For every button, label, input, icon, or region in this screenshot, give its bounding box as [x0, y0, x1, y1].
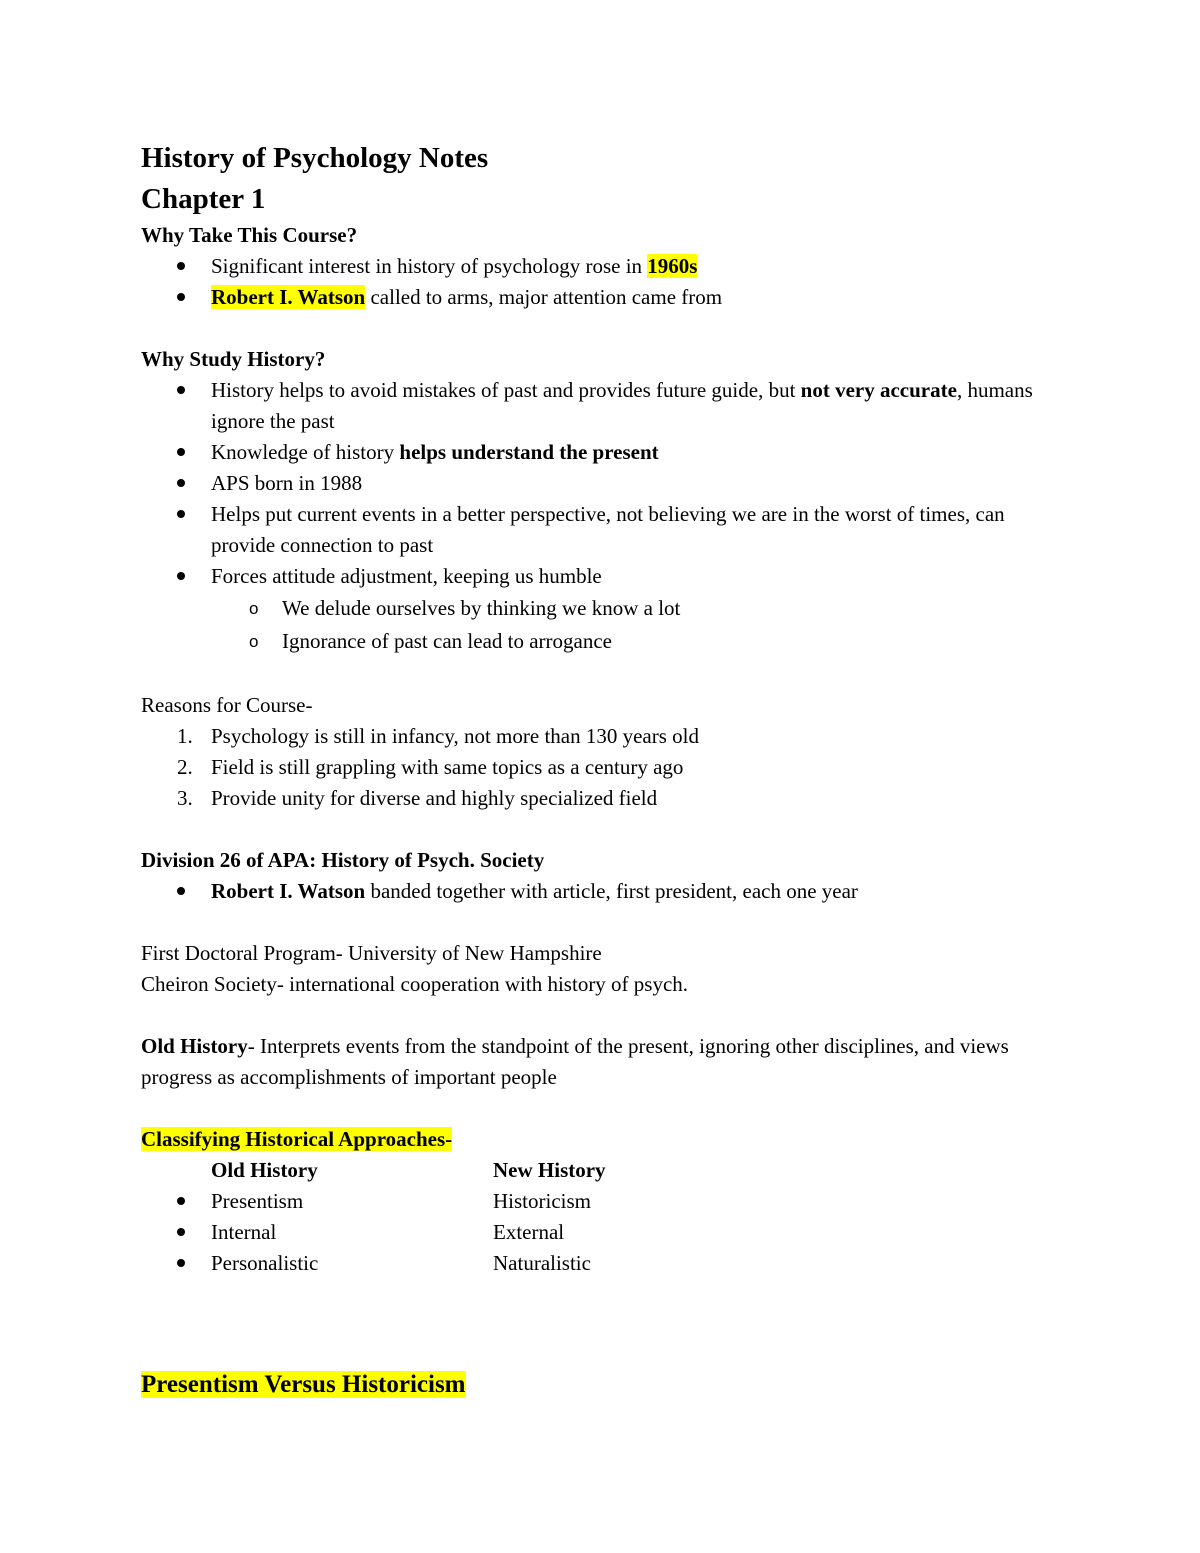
table-row — [141, 1248, 1061, 1279]
bullet-icon — [177, 1197, 185, 1205]
numbered-item — [141, 783, 1061, 814]
list-item-text: called to arms, major attention came from — [365, 285, 723, 309]
list-item — [141, 499, 1061, 561]
bullet-icon — [177, 510, 185, 518]
section-heading-classifying — [141, 1124, 1061, 1155]
new-history-cell: Historicism — [493, 1189, 591, 1213]
classifying-header-row — [141, 1155, 1061, 1186]
numbered-item — [141, 752, 1061, 783]
highlighted-text: Classifying Historical Approaches- — [141, 1127, 453, 1151]
bullet-icon — [177, 448, 185, 456]
bold-text: not very accurate — [800, 378, 957, 402]
bold-text: helps understand the present — [399, 440, 659, 464]
list-item-text: Forces attitude adjustment, keeping us humble — [211, 564, 602, 588]
bullet-icon — [177, 887, 185, 895]
section-heading-division: Division 26 of APA: History of Psych. Society — [141, 848, 545, 872]
why-study-list — [141, 375, 1061, 657]
list-item-text: Ignorance of past can lead to arrogance — [282, 629, 612, 653]
sub-list-item — [141, 626, 1061, 657]
division-list — [141, 876, 1061, 907]
highlighted-text: 1960s — [647, 254, 698, 278]
list-item-text: Provide unity for diverse and highly specialized field — [211, 786, 658, 810]
table-row — [141, 1186, 1061, 1217]
list-item-text: Field is still grappling with same topics as a century ago — [211, 755, 684, 779]
list-item-text: banded together with article, first president, each one year — [365, 879, 858, 903]
doctoral-program-line: First Doctoral Program- University of New Hampshire — [141, 941, 602, 965]
list-item — [141, 375, 1061, 437]
new-history-cell: External — [493, 1220, 565, 1244]
column-header-new: New History — [493, 1158, 606, 1182]
document-page — [141, 138, 1061, 1403]
list-item-text: Psychology is still in infancy, not more than 130 years old — [211, 724, 699, 748]
item-number: 3. — [177, 786, 193, 810]
old-history-paragraph — [141, 1031, 1061, 1093]
section-heading-reasons: Reasons for Course- — [141, 693, 313, 717]
list-item-text: Helps put current events in a better perspective, not believing we are in the worst of times, can provide connection to past — [211, 502, 1005, 557]
reasons-list — [141, 721, 1061, 814]
list-item-text: Significant interest in history of psychology rose in — [211, 254, 648, 278]
circle-bullet-icon: o — [249, 632, 259, 651]
bold-text: Old History — [141, 1034, 248, 1058]
section-heading-why-take: Why Take This Course? — [141, 223, 358, 247]
list-item — [141, 876, 1061, 907]
old-history-cell: Internal — [211, 1220, 277, 1244]
table-row — [141, 1217, 1061, 1248]
old-history-cell: Presentism — [211, 1189, 304, 1213]
item-number: 2. — [177, 755, 193, 779]
highlighted-text: Presentism Versus Historicism — [141, 1371, 466, 1398]
numbered-item — [141, 721, 1061, 752]
bold-text: Robert I. Watson — [211, 879, 366, 903]
column-header-old: Old History — [211, 1158, 318, 1182]
old-history-cell: Personalistic — [211, 1251, 319, 1275]
list-item — [141, 282, 1061, 313]
list-item-text: We delude ourselves by thinking we know a lot — [282, 596, 681, 620]
bullet-icon — [177, 293, 185, 301]
bullet-icon — [177, 572, 185, 580]
cheiron-society-line: Cheiron Society- international cooperation with history of psych. — [141, 972, 689, 996]
bullet-icon — [177, 1228, 185, 1236]
circle-bullet-icon: o — [249, 599, 259, 618]
list-item-text: History helps to avoid mistakes of past and provides future guide, but — [211, 378, 801, 402]
list-item — [141, 251, 1061, 282]
chapter-heading: Chapter 1 — [141, 183, 266, 215]
section-heading-presentism — [141, 1367, 1061, 1403]
list-item-text: , humans ignore the past — [211, 378, 1033, 433]
why-take-list — [141, 251, 1061, 313]
list-item — [141, 437, 1061, 468]
bullet-icon — [177, 479, 185, 487]
paragraph-text: - Interprets events from the standpoint of the present, ignoring other disciplines, and views progress as accomplishments of important people — [141, 1034, 1009, 1089]
list-item — [141, 561, 1061, 592]
bullet-icon — [177, 1259, 185, 1267]
bullet-icon — [177, 262, 185, 270]
section-heading-why-study: Why Study History? — [141, 347, 326, 371]
document-title: History of Psychology Notes — [141, 142, 489, 174]
bullet-icon — [177, 386, 185, 394]
list-item-text: APS born in 1988 — [211, 471, 363, 495]
new-history-cell: Naturalistic — [493, 1251, 591, 1275]
list-item — [141, 468, 1061, 499]
item-number: 1. — [177, 724, 193, 748]
sub-list-item — [141, 593, 1061, 624]
highlighted-text: Robert I. Watson — [211, 285, 366, 309]
list-item-text: Knowledge of history — [211, 440, 400, 464]
